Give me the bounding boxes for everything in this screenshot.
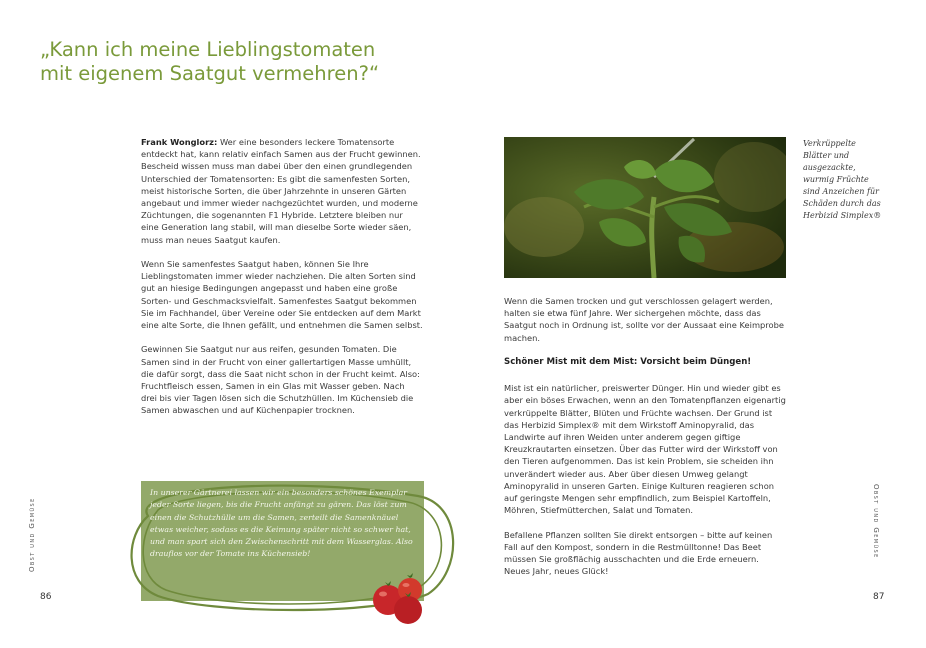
title-line-2: mit eigenem Saatgut vermehren?“ [40, 62, 380, 85]
paragraph-disposal: Befallene Pflanzen sollten Sie direkt entsorgen – bitte auf keinen Fall auf den Kompost, sondern in die Restmülltonne! Das Beet müssen Sie großflächig ausschachten und die Erde erneuern. Neues Jahr, neues Glück! [504, 529, 773, 577]
tomato-illustration [366, 570, 436, 626]
side-tab-left: Obst und Gemüse [28, 497, 36, 572]
paragraph-3: Gewinnen Sie Saatgut nur aus reifen, gesunden Tomaten. Die Samen sind in der Frucht von einer gallertartigen Masse umhüllt, die dafür sorgt, dass die Saat nicht schon in der Frucht keimt. Also: Fruchtfleisch essen, Samen in ein Glas mit Wasser geben. Nach drei bis vier Tagen lösen sich die Schutzhüllen. Im Küchensieb die Samen abwaschen und auf Küchenpapier trocknen. [141, 344, 420, 416]
intro-text: Wer eine besonders leckere Tomatensorte entdeckt hat, kann relativ einfach Samen aus der Frucht gewinnen. Bescheid wissen muss man dabei über den einen grundlegenden Unterschied der Tomatensorten: Es gibt die samenfesten Sorten, meist historische Sorten, die über Jahrzehnte in unseren Gärten angebaut und immer wieder nachgezüchtet wurden, und moderne Züchtungen, die sogenannten F1 Hybride. Letztere bleiben nur eine Generation lang stabil, will man dieselbe Sorte wieder säen, muss man neues Saatgut kaufen. [141, 137, 421, 245]
photo-caption: Verkrüppelte Blätter und ausgezackte, wurmig Früchte sind Anzeichen für Schäden durch das Herbizid Simplex® [803, 139, 882, 220]
page-title [40, 38, 440, 86]
section-subheading: Schöner Mist mit dem Mist: Vorsicht beim Düngen! [504, 357, 752, 367]
tomato-plant-image [504, 137, 786, 278]
page-number-left: 86 [40, 592, 52, 602]
paragraph-storage: Wenn die Samen trocken und gut verschlossen gelagert werden, halten sie etwa fünf Jahre. Wer sichergehen möchte, dass das Saatgut noch in Ordnung ist, sollte vor der Aussaat eine Keimprobe machen. [504, 296, 784, 343]
paragraph-2: Wenn Sie samenfestes Saatgut haben, können Sie Ihre Lieblingstomaten immer wieder nachziehen. Die alten Sorten sind gut an hiesige Bedingungen angepasst und haben eine große Sorten- und Geschmacksvielfalt. Samenfestes Saatgut bekommen Sie im Fachhandel, über Vereine oder Sie entdecken auf dem Markt eine alte Sorte, die Ihnen gefällt, und entnehmen die Samen selbst. [141, 259, 423, 331]
author-name: Frank Wonglorz: [141, 137, 218, 147]
paragraph-manure: Mist ist ein natürlicher, preiswerter Dünger. Hin und wieder gibt es aber ein böses Erwachen, wenn an den Tomatenpflanzen eigenartig verkrüppelte Blätter, Blüten und Früchte wachsen. Der Grund ist das Herbizid Simplex® mit dem Wirkstoff Aminopyralid, das Landwirte auf ihren Weiden unter anderem gegen giftige Kreuzkrautarten einsetzen. Über das Futter wird der Wirkstoff von den Tieren aufgenommen. Das ist kein Problem, sie scheiden ihn unverändert wieder aus. Aber über diesen Umweg gelangt Aminopyralid in unseren Garten. Einige Kulturen reagieren schon auf geringste Mengen sehr empfindlich, zum Beispiel Kartoffeln, Möhren, Stiefmütterchen, Salat und Tomaten. [504, 383, 786, 516]
page-number-right: 87 [873, 592, 885, 602]
title-line-1: „Kann ich meine Lieblingstomaten [40, 38, 376, 61]
left-column [141, 136, 423, 429]
paragraph-intro [141, 136, 423, 246]
tip-text: In unserer Gärtnerei lassen wir ein besonders schönes Exemplar jeder Sorte liegen, bis die Frucht anfängt zu gären. Das löst zum einen die Schutzhülle um die Samen, zerteilt die Samenknäuel etwas weicher, sodass es die Keimung später nicht so schwer hat, und man spart sich den Zwischenschritt mit dem Wasserglas. Also drauflos vor der Tomate ins Küchensieb! [150, 488, 413, 559]
tomato-plant-photo [504, 137, 786, 278]
right-column [504, 295, 786, 590]
side-tab-right: Obst und Gemüse [872, 484, 880, 559]
